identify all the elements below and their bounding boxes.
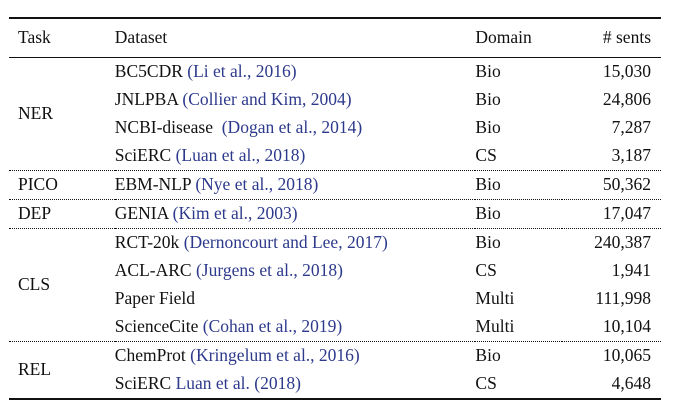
sents-cell: 3,187 bbox=[611, 145, 651, 166]
table-row bbox=[9, 171, 661, 200]
citation-link[interactable]: (Nye et al., 2018) bbox=[195, 174, 319, 195]
dataset-name: BC5CDR bbox=[114, 61, 183, 82]
domain-cell: Bio bbox=[475, 117, 501, 138]
citation-link[interactable]: (Jurgens et al., 2018) bbox=[195, 260, 343, 281]
task-cell: PICO bbox=[18, 174, 58, 195]
dataset-name: ACL-ARC bbox=[114, 260, 192, 281]
domain-cell: CS bbox=[475, 373, 497, 394]
dataset-cell bbox=[115, 58, 476, 87]
dataset-cell bbox=[115, 86, 476, 114]
citation-link[interactable]: (Dernoncourt and Lee, 2017) bbox=[183, 232, 388, 253]
sents-cell: 50,362 bbox=[602, 174, 651, 195]
dataset-name: NCBI-disease bbox=[114, 117, 213, 138]
header-task: Task bbox=[18, 27, 51, 48]
table-header bbox=[9, 18, 661, 58]
sents-cell: 4,648 bbox=[611, 373, 651, 394]
sents-cell: 10,104 bbox=[602, 316, 651, 337]
domain-cell: Bio bbox=[475, 345, 501, 366]
citation-link[interactable]: (Cohan et al., 2019) bbox=[202, 316, 343, 337]
group-ner bbox=[9, 58, 661, 171]
group-cls bbox=[9, 229, 661, 342]
dataset-cell bbox=[115, 285, 476, 313]
citation-link[interactable]: (Li et al., 2016) bbox=[187, 61, 297, 82]
task-cell: DEP bbox=[18, 203, 52, 224]
sents-cell: 17,047 bbox=[602, 203, 651, 224]
domain-cell: Bio bbox=[475, 203, 501, 224]
citation-link[interactable]: (Collier and Kim, 2004) bbox=[182, 89, 352, 110]
dataset-name: SciERC bbox=[114, 145, 172, 166]
dataset-cell bbox=[115, 171, 476, 200]
header-row bbox=[9, 18, 661, 58]
citation-link[interactable]: (Luan et al., 2018) bbox=[175, 145, 306, 166]
table-row bbox=[9, 200, 661, 229]
group-pico bbox=[9, 171, 661, 200]
domain-cell: Multi bbox=[475, 316, 515, 337]
header-sents: # sents bbox=[602, 27, 651, 48]
sents-cell: 15,030 bbox=[602, 61, 651, 82]
dataset-cell bbox=[115, 257, 476, 285]
dataset-cell bbox=[115, 313, 476, 342]
dataset-cell bbox=[115, 142, 476, 171]
domain-cell: Bio bbox=[475, 89, 501, 110]
domain-cell: CS bbox=[475, 260, 497, 281]
sents-cell: 10,065 bbox=[602, 345, 651, 366]
dataset-cell bbox=[115, 370, 476, 399]
datasets-table-container bbox=[9, 17, 661, 400]
citation-link[interactable]: Luan et al. (2018) bbox=[175, 373, 301, 394]
header-domain: Domain bbox=[475, 27, 532, 48]
dataset-name: EBM-NLP bbox=[114, 174, 191, 195]
sents-cell: 240,387 bbox=[594, 232, 651, 253]
dataset-name: RCT-20k bbox=[114, 232, 180, 253]
sents-cell: 111,998 bbox=[595, 288, 651, 309]
table-row bbox=[9, 229, 661, 258]
domain-cell: CS bbox=[475, 145, 497, 166]
sents-cell: 24,806 bbox=[602, 89, 651, 110]
domain-cell: Bio bbox=[475, 174, 501, 195]
group-rel bbox=[9, 342, 661, 400]
datasets-table bbox=[9, 17, 661, 400]
dataset-name: GENIA bbox=[114, 203, 169, 224]
dataset-cell bbox=[115, 114, 476, 142]
dataset-name: Paper Field bbox=[114, 288, 195, 309]
citation-link[interactable]: (Dogan et al., 2014) bbox=[221, 117, 363, 138]
domain-cell: Multi bbox=[475, 288, 515, 309]
sents-cell: 7,287 bbox=[611, 117, 651, 138]
header-dataset: Dataset bbox=[114, 27, 168, 48]
table-row bbox=[9, 58, 661, 87]
table-row bbox=[9, 342, 661, 371]
group-dep bbox=[9, 200, 661, 229]
task-cell: REL bbox=[18, 359, 52, 380]
sents-cell: 1,941 bbox=[611, 260, 651, 281]
citation-link[interactable]: (Kim et al., 2003) bbox=[172, 203, 298, 224]
dataset-cell bbox=[115, 229, 476, 258]
domain-cell: Bio bbox=[475, 61, 501, 82]
domain-cell: Bio bbox=[475, 232, 501, 253]
dataset-name: ScienceCite bbox=[114, 316, 199, 337]
task-cell: NER bbox=[18, 103, 53, 124]
citation-link[interactable]: (Kringelum et al., 2016) bbox=[190, 345, 360, 366]
task-cell: CLS bbox=[18, 274, 51, 295]
dataset-name: ChemProt bbox=[114, 345, 186, 366]
dataset-name: JNLPBA bbox=[114, 89, 179, 110]
dataset-cell bbox=[115, 342, 476, 371]
dataset-name: SciERC bbox=[114, 373, 172, 394]
dataset-cell bbox=[115, 200, 476, 229]
